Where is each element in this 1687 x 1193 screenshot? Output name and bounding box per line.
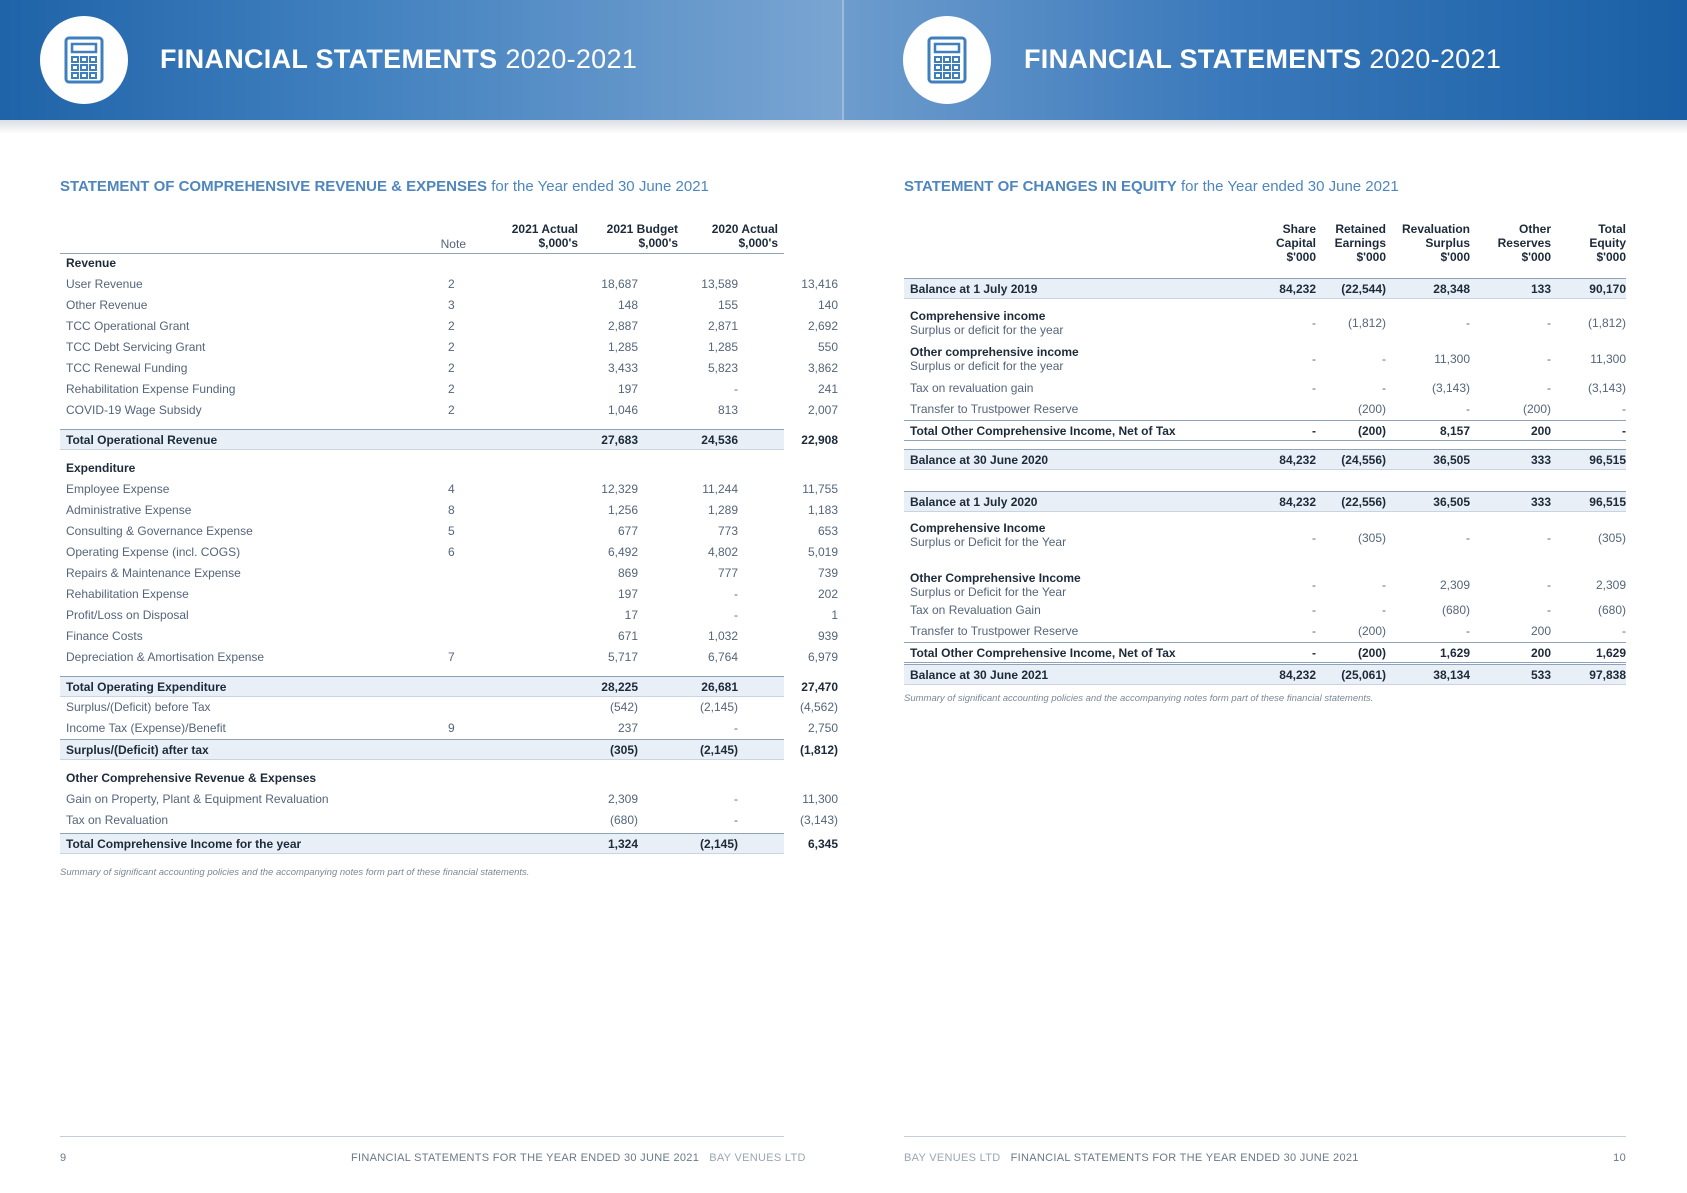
cell-b: 4,802 xyxy=(707,545,738,559)
cell-value: 133 xyxy=(1530,282,1551,296)
cell-value: (200) xyxy=(1357,424,1386,438)
row-label: TCC Operational Grant xyxy=(66,319,190,333)
cell-value: (200) xyxy=(1357,646,1386,660)
total-row xyxy=(60,676,838,697)
row-label: Balance at 1 July 2019 xyxy=(910,282,1038,296)
cell-a: 27,683 xyxy=(601,433,638,447)
cell-c: 3,862 xyxy=(807,361,838,375)
table-row xyxy=(60,789,838,810)
cell-c: (3,143) xyxy=(799,813,838,827)
row-label: Tax on revaluation gain xyxy=(910,381,1034,395)
row-label: COVID-19 Wage Subsidy xyxy=(66,403,202,417)
equity-col-header: Revaluation Surplus $'000 xyxy=(1401,222,1470,264)
cell-a: 5,717 xyxy=(607,650,638,664)
table-row xyxy=(904,308,1626,338)
row-label: Employee Expense xyxy=(66,482,170,496)
cell-c: 13,416 xyxy=(801,277,838,291)
left-summary-note: Summary of significant accounting policies and the accompanying notes form part of these financial statements. xyxy=(60,867,530,878)
cell-value: (1,812) xyxy=(1587,315,1626,330)
footer-text-left: FINANCIAL STATEMENTS FOR THE YEAR ENDED 30 JUNE 2021 BAY VENUES LTD xyxy=(351,1152,806,1164)
cell-value: - xyxy=(1312,624,1316,638)
col-header-2020-actual: 2020 Actual $,000's xyxy=(711,222,778,250)
cell-value: - xyxy=(1312,530,1316,545)
equity-col-header: Retained Earnings $'000 xyxy=(1334,222,1386,264)
cell-value: - xyxy=(1382,603,1386,617)
cell-c: 11,300 xyxy=(802,792,838,806)
table-row xyxy=(60,810,838,831)
row-label: Other Comprehensive Income Surplus or Deficit for the Year xyxy=(910,571,1081,599)
col-header-2021-budget: 2021 Budget $,000's xyxy=(606,222,678,250)
row-label: Revenue xyxy=(66,256,117,270)
cell-value: 333 xyxy=(1530,453,1551,467)
row-label: Comprehensive income Surplus or deficit for the year xyxy=(910,309,1064,337)
cell-value: 84,232 xyxy=(1279,282,1316,296)
table-row xyxy=(60,274,838,295)
row-label: Comprehensive Income Surplus or Deficit for the Year xyxy=(910,521,1067,549)
row-label: Total Comprehensive Income for the year xyxy=(66,837,302,851)
equity-col-header: Share Capital $'000 xyxy=(1275,222,1316,264)
cell-value: 84,232 xyxy=(1279,495,1316,509)
cell-note: 9 xyxy=(448,721,455,735)
cell-b: 13,589 xyxy=(701,277,738,291)
cell-a: 148 xyxy=(617,298,638,312)
row-label: Total Other Comprehensive Income, Net of Tax xyxy=(910,424,1176,438)
row-label: TCC Debt Servicing Grant xyxy=(66,340,206,354)
table-row xyxy=(60,647,838,668)
cell-b: 1,032 xyxy=(707,629,738,643)
cell-note: 6 xyxy=(448,545,455,559)
total-row xyxy=(60,429,838,450)
cell-value: - xyxy=(1547,381,1551,395)
cell-note: 4 xyxy=(448,482,455,496)
cell-b: - xyxy=(734,792,738,806)
calculator-icon xyxy=(927,36,967,84)
table-row xyxy=(904,344,1626,374)
cell-b: - xyxy=(734,608,738,622)
row-label: Balance at 30 June 2020 xyxy=(910,453,1049,467)
cell-value: 2,309 xyxy=(1595,577,1626,592)
row-label: Operating Expense (incl. COGS) xyxy=(66,545,241,559)
cell-a: 28,225 xyxy=(601,680,638,694)
cell-value: 2,309 xyxy=(1439,577,1470,592)
cell-value: - xyxy=(1547,351,1551,366)
cell-value: - xyxy=(1466,624,1470,638)
cell-value: 96,515 xyxy=(1589,453,1626,467)
cell-a: 1,046 xyxy=(607,403,638,417)
cell-c: 27,470 xyxy=(801,680,838,694)
cell-c: 2,692 xyxy=(807,319,838,333)
cell-value: 11,300 xyxy=(1590,351,1626,366)
section-heading-row xyxy=(60,768,784,789)
cell-value: 11,300 xyxy=(1434,351,1470,366)
cell-b: 26,681 xyxy=(701,680,738,694)
cell-note: 2 xyxy=(448,403,455,417)
cell-b: 155 xyxy=(717,298,738,312)
cell-a: 2,309 xyxy=(607,792,638,806)
cell-value: 38,134 xyxy=(1433,668,1470,682)
cell-value: - xyxy=(1312,424,1316,438)
cell-value: 97,838 xyxy=(1589,668,1626,682)
cell-c: 241 xyxy=(817,382,838,396)
cell-a: 18,687 xyxy=(601,277,638,291)
cell-a: (305) xyxy=(609,743,638,757)
net-total-row xyxy=(904,420,1626,441)
cell-c: 202 xyxy=(817,587,838,601)
table-row xyxy=(60,295,838,316)
cell-b: 2,871 xyxy=(707,319,738,333)
cell-b: (2,145) xyxy=(699,837,738,851)
cell-value: - xyxy=(1312,577,1316,592)
cell-a: 2,887 xyxy=(607,319,638,333)
cell-value: 28,348 xyxy=(1433,282,1470,296)
cell-value: - xyxy=(1466,402,1470,416)
cell-value: 36,505 xyxy=(1433,453,1470,467)
table-row xyxy=(904,600,1626,621)
cell-c: 1,183 xyxy=(807,503,838,517)
row-label: Other comprehensive income Surplus or deficit for the year xyxy=(910,345,1079,373)
row-label: Transfer to Trustpower Reserve xyxy=(910,402,1079,416)
balance-row xyxy=(904,278,1626,299)
cell-note: 2 xyxy=(448,277,455,291)
cell-value: - xyxy=(1382,577,1386,592)
equity-col-header: Total Equity $'000 xyxy=(1589,222,1626,264)
row-label: Repairs & Maintenance Expense xyxy=(66,566,241,580)
page-title-right: FINANCIAL STATEMENTS 2020-2021 xyxy=(1024,44,1502,74)
row-label: Balance at 30 June 2021 xyxy=(910,668,1049,682)
row-label: Transfer to Trustpower Reserve xyxy=(910,624,1079,638)
cell-value: - xyxy=(1382,381,1386,395)
cell-value: - xyxy=(1312,315,1316,330)
cell-a: 17 xyxy=(624,608,638,622)
total-row xyxy=(60,739,838,760)
cell-value: - xyxy=(1547,315,1551,330)
cell-value: - xyxy=(1622,624,1626,638)
cell-value: (200) xyxy=(1357,624,1386,638)
cell-value: - xyxy=(1622,402,1626,416)
row-label: Surplus/(Deficit) before Tax xyxy=(66,700,211,714)
cell-b: 24,536 xyxy=(701,433,738,447)
footer-text-right: BAY VENUES LTD FINANCIAL STATEMENTS FOR THE YEAR ENDED 30 JUNE 2021 xyxy=(904,1152,1359,1164)
row-label: Consulting & Governance Expense xyxy=(66,524,253,538)
cell-b: 11,244 xyxy=(702,482,738,496)
cell-c: 5,019 xyxy=(807,545,838,559)
cell-a: 197 xyxy=(617,382,638,396)
equity-col-header: Other Reserves $'000 xyxy=(1497,222,1551,264)
page-number-left: 9 xyxy=(60,1152,67,1164)
cell-a: 237 xyxy=(617,721,638,735)
calculator-icon xyxy=(64,36,104,84)
cell-value: 84,232 xyxy=(1279,668,1316,682)
row-label: User Revenue xyxy=(66,277,143,291)
cell-c: 2,007 xyxy=(807,403,838,417)
table-row xyxy=(904,621,1626,642)
cell-a: 677 xyxy=(617,524,638,538)
table-row xyxy=(60,542,838,563)
cell-value: - xyxy=(1382,351,1386,366)
row-label: Expenditure xyxy=(66,461,136,475)
cell-b: - xyxy=(734,813,738,827)
row-label: Gain on Property, Plant & Equipment Revaluation xyxy=(66,792,329,806)
cell-b: 773 xyxy=(717,524,738,538)
table-row xyxy=(60,563,838,584)
row-label: Total Other Comprehensive Income, Net of Tax xyxy=(910,646,1176,660)
cell-b: (2,145) xyxy=(699,700,738,714)
row-label: Surplus/(Deficit) after tax xyxy=(66,743,209,757)
cell-value: 84,232 xyxy=(1279,453,1316,467)
cell-c: 11,755 xyxy=(802,482,838,496)
cell-b: 1,285 xyxy=(707,340,738,354)
cell-note: 2 xyxy=(448,340,455,354)
cell-value: (24,556) xyxy=(1341,453,1386,467)
section-heading-row xyxy=(60,253,784,274)
cell-value: (200) xyxy=(1357,402,1386,416)
cell-value: - xyxy=(1547,530,1551,545)
cell-c: 1 xyxy=(831,608,838,622)
right-section-title: STATEMENT OF CHANGES IN EQUITY for the Year ended 30 June 2021 xyxy=(904,178,1399,195)
table-row xyxy=(904,520,1626,556)
calculator-badge xyxy=(903,16,991,104)
cell-value: (22,544) xyxy=(1341,282,1386,296)
table-row xyxy=(60,316,838,337)
cell-a: 869 xyxy=(617,566,638,580)
table-row xyxy=(60,521,838,542)
cell-value: (3,143) xyxy=(1431,381,1470,395)
cell-note: 8 xyxy=(448,503,455,517)
cell-b: 1,289 xyxy=(707,503,738,517)
cell-a: 671 xyxy=(617,629,638,643)
row-label: Tax on Revaluation Gain xyxy=(910,603,1041,617)
cell-a: 6,492 xyxy=(607,545,638,559)
cell-value: 1,629 xyxy=(1595,646,1626,660)
cell-value: 96,515 xyxy=(1589,495,1626,509)
table-row xyxy=(60,379,838,400)
cell-a: 197 xyxy=(617,587,638,601)
banner-shadow xyxy=(0,120,1687,134)
table-row xyxy=(904,378,1626,399)
cell-value: 8,157 xyxy=(1439,424,1470,438)
table-row xyxy=(60,479,838,500)
cell-c: 140 xyxy=(817,298,838,312)
row-label: Income Tax (Expense)/Benefit xyxy=(66,721,226,735)
cell-c: 6,979 xyxy=(807,650,838,664)
col-header-2021-actual: 2021 Actual $,000's xyxy=(511,222,578,250)
cell-value: - xyxy=(1622,424,1626,438)
cell-b: 813 xyxy=(717,403,738,417)
cell-a: 1,256 xyxy=(607,503,638,517)
left-section-title: STATEMENT OF COMPREHENSIVE REVENUE & EXPENSES for the Year ended 30 June 2021 xyxy=(60,178,709,195)
cell-note: 2 xyxy=(448,319,455,333)
row-label: Rehabilitation Expense xyxy=(66,587,189,601)
table-row xyxy=(60,584,838,605)
cell-c: 22,908 xyxy=(801,433,838,447)
cell-note: 2 xyxy=(448,382,455,396)
cell-c: 939 xyxy=(817,629,838,643)
cell-value: 533 xyxy=(1530,668,1551,682)
cell-c: 2,750 xyxy=(807,721,838,735)
cell-b: (2,145) xyxy=(699,743,738,757)
cell-a: (680) xyxy=(609,813,638,827)
cell-value: - xyxy=(1547,603,1551,617)
row-label: Balance at 1 July 2020 xyxy=(910,495,1038,509)
cell-value: - xyxy=(1312,603,1316,617)
cell-value: (305) xyxy=(1597,530,1626,545)
cell-note: 7 xyxy=(448,650,455,664)
cell-value: (3,143) xyxy=(1587,381,1626,395)
cell-b: 5,823 xyxy=(707,361,738,375)
cell-b: - xyxy=(734,382,738,396)
cell-value: (200) xyxy=(1522,402,1551,416)
total-row xyxy=(60,833,838,854)
balance-row xyxy=(904,664,1626,685)
row-label: Other Comprehensive Revenue & Expenses xyxy=(66,771,317,785)
page-number-right: 10 xyxy=(1613,1152,1626,1164)
cell-b: 777 xyxy=(717,566,738,580)
footer-rule-left xyxy=(60,1136,784,1137)
table-row xyxy=(60,337,838,358)
cell-value: (305) xyxy=(1357,530,1386,545)
cell-value: - xyxy=(1547,577,1551,592)
col-header-note: Note xyxy=(440,237,466,251)
cell-value: (22,556) xyxy=(1341,495,1386,509)
row-label: Finance Costs xyxy=(66,629,143,643)
cell-c: 6,345 xyxy=(807,837,838,851)
page-title-left: FINANCIAL STATEMENTS 2020-2021 xyxy=(160,44,638,74)
table-row xyxy=(904,570,1626,600)
cell-value: - xyxy=(1466,530,1470,545)
cell-value: (25,061) xyxy=(1341,668,1386,682)
section-heading-row xyxy=(60,458,784,479)
footer-rule-right xyxy=(904,1136,1626,1137)
cell-a: 3,433 xyxy=(607,361,638,375)
cell-value: - xyxy=(1312,351,1316,366)
calculator-badge xyxy=(40,16,128,104)
table-row xyxy=(60,358,838,379)
row-label: Tax on Revaluation xyxy=(66,813,169,827)
balance-row xyxy=(904,491,1626,512)
header-banner-left xyxy=(0,0,843,120)
cell-note: 2 xyxy=(448,361,455,375)
cell-note: 3 xyxy=(448,298,455,312)
cell-note: 5 xyxy=(448,524,455,538)
cell-value: 200 xyxy=(1530,646,1551,660)
row-label: TCC Renewal Funding xyxy=(66,361,188,375)
cell-a: 12,329 xyxy=(601,482,638,496)
cell-value: 36,505 xyxy=(1433,495,1470,509)
cell-value: (1,812) xyxy=(1347,315,1386,330)
cell-c: 653 xyxy=(817,524,838,538)
table-row xyxy=(904,399,1626,420)
cell-value: 1,629 xyxy=(1439,646,1470,660)
row-label: Total Operational Revenue xyxy=(66,433,218,447)
cell-value: - xyxy=(1466,315,1470,330)
table-row xyxy=(60,500,838,521)
header-banner-right xyxy=(844,0,1687,120)
cell-c: 739 xyxy=(817,566,838,580)
table-row xyxy=(60,400,838,421)
cell-c: (1,812) xyxy=(799,743,838,757)
cell-value: (680) xyxy=(1441,603,1470,617)
cell-b: 6,764 xyxy=(707,650,738,664)
row-label: Total Operating Expenditure xyxy=(66,680,227,694)
cell-value: 200 xyxy=(1530,624,1551,638)
row-label: Rehabilitation Expense Funding xyxy=(66,382,236,396)
cell-value: 200 xyxy=(1530,424,1551,438)
row-label: Administrative Expense xyxy=(66,503,192,517)
cell-c: 550 xyxy=(817,340,838,354)
cell-value: 333 xyxy=(1530,495,1551,509)
table-row xyxy=(60,718,838,739)
cell-a: 1,324 xyxy=(607,837,638,851)
row-label: Profit/Loss on Disposal xyxy=(66,608,189,622)
cell-b: - xyxy=(734,721,738,735)
row-label: Other Revenue xyxy=(66,298,148,312)
net-total-row xyxy=(904,642,1626,663)
row-label: Depreciation & Amortisation Expense xyxy=(66,650,265,664)
cell-a: 1,285 xyxy=(607,340,638,354)
cell-c: (4,562) xyxy=(799,700,838,714)
cell-a: (542) xyxy=(609,700,638,714)
right-summary-note: Summary of significant accounting policies and the accompanying notes form part of these financial statements. xyxy=(904,693,1374,704)
cell-value: (680) xyxy=(1597,603,1626,617)
table-row xyxy=(60,605,838,626)
cell-b: - xyxy=(734,587,738,601)
table-row xyxy=(60,697,838,718)
table-row xyxy=(60,626,838,647)
cell-value: - xyxy=(1312,381,1316,395)
cell-value: - xyxy=(1312,646,1316,660)
balance-row xyxy=(904,449,1626,470)
cell-value: 90,170 xyxy=(1589,282,1626,296)
